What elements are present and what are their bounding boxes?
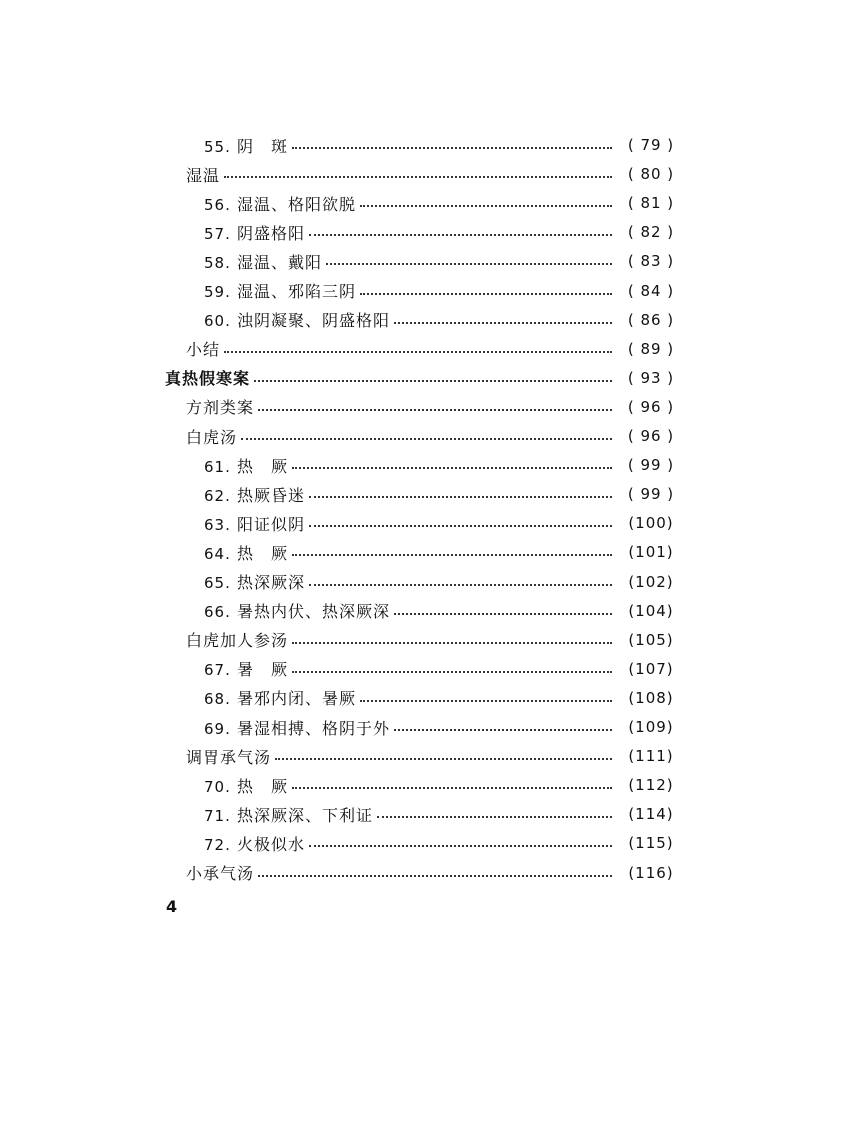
toc-entry [0, 655, 866, 683]
toc-entry-title [204, 483, 307, 506]
toc-entry-title [204, 134, 290, 157]
toc-entry-number: 57. [204, 224, 231, 243]
toc-entry-text: 热深厥深 [236, 573, 305, 592]
dot-leader [224, 176, 612, 178]
toc-entry-text: 白虎加人参汤 [186, 631, 289, 651]
toc-entry [0, 713, 866, 741]
toc-entry-title [165, 366, 252, 389]
toc-entry [0, 480, 866, 508]
toc-entry-page: (109) [628, 718, 674, 736]
toc-entry-page: (114) [628, 805, 674, 824]
dot-leader [326, 263, 612, 265]
toc-entry-title [204, 308, 392, 331]
dot-leader [292, 671, 612, 673]
toc-entry-title [204, 716, 392, 739]
toc-entry [0, 218, 866, 246]
dot-leader [309, 845, 612, 847]
toc-entry [0, 335, 866, 363]
dot-leader [394, 322, 612, 324]
dot-leader [258, 875, 612, 877]
toc-entry [0, 538, 866, 566]
toc-entry-text: 方剂类案 [186, 398, 255, 418]
toc-entry-text: 暑邪内闭、暑厥 [236, 689, 356, 709]
toc-entry-text: 热 厥 [236, 776, 288, 796]
dot-leader [275, 758, 612, 760]
toc-entry-page: ( 81 ) [627, 194, 675, 213]
toc-entry-page: (108) [628, 688, 674, 707]
dot-leader [292, 787, 612, 789]
toc-entry-text: 白虎汤 [186, 427, 238, 447]
toc-entry-page: ( 96 ) [627, 397, 675, 416]
dot-leader [292, 147, 612, 149]
toc-entry-number: 69. [204, 719, 231, 738]
toc-entry-title [204, 454, 290, 477]
toc-entry [0, 509, 866, 537]
toc-entry [0, 189, 866, 217]
dot-leader [360, 205, 612, 207]
dot-leader [394, 613, 612, 615]
dot-leader [254, 380, 612, 382]
dot-leader [309, 525, 612, 527]
toc-entry [0, 800, 866, 828]
toc-entry-text: 热 厥 [236, 543, 288, 563]
toc-entry-page: (101) [628, 543, 674, 562]
toc-entry-title [204, 657, 290, 680]
dot-leader [241, 438, 612, 440]
toc-entry-number: 59. [204, 283, 231, 301]
toc-entry-number: 61. [204, 457, 231, 476]
toc-entry-title [204, 512, 307, 535]
toc-entry-title [204, 599, 392, 622]
toc-entry-title [204, 686, 358, 709]
toc-entry-number: 63. [204, 515, 231, 534]
dot-leader [394, 729, 612, 731]
toc-entry-text: 阴盛格阳 [236, 223, 305, 243]
toc-entry-page: ( 89 ) [627, 339, 675, 358]
dot-leader [360, 700, 612, 702]
toc-entry-text: 湿温 [186, 165, 221, 185]
toc-entry [0, 684, 866, 712]
toc-entry-number: 71. [204, 806, 231, 825]
toc-entry-number: 58. [204, 253, 231, 272]
toc-entry-page: ( 86 ) [627, 310, 675, 329]
toc-entry-page: ( 84 ) [627, 281, 675, 300]
toc-entry-text: 热厥昏迷 [236, 485, 305, 505]
toc-entry-text: 湿温、格阳欲脱 [236, 194, 356, 214]
toc-entry-number: 56. [204, 195, 231, 214]
toc-entry [0, 247, 866, 275]
toc-entry-page: (115) [628, 834, 674, 853]
toc-entry-title [186, 163, 222, 186]
toc-entry-page: (100) [628, 514, 674, 533]
toc-entry-number: 65. [204, 574, 231, 592]
toc-entry-text: 浊阴凝聚、阴盛格阳 [236, 311, 390, 331]
toc-entry-title [204, 803, 375, 826]
toc-entry-title [204, 279, 358, 302]
toc-entry [0, 771, 866, 799]
toc-entry-title [204, 570, 307, 593]
toc-entry-title [186, 745, 273, 768]
toc-entry-title [186, 628, 290, 651]
toc-entry-text: 调胃承气汤 [186, 747, 272, 767]
toc-entry-number: 67. [204, 661, 231, 680]
toc-entry [0, 364, 866, 392]
dot-leader [309, 584, 612, 586]
toc-entry-page: (104) [628, 601, 674, 620]
toc-entry-text: 阴 斑 [236, 136, 288, 156]
toc-entry [0, 422, 866, 450]
dot-leader [224, 351, 612, 353]
toc-entry-title [204, 250, 324, 273]
toc-entry-text: 小结 [186, 340, 221, 360]
toc-entry-title [204, 774, 290, 797]
toc-entry [0, 597, 866, 625]
toc-entry-number: 55. [204, 137, 231, 156]
toc-entry-page: ( 99 ) [627, 485, 675, 504]
dot-leader [292, 642, 612, 644]
toc-entry-title [204, 221, 307, 244]
toc-entry [0, 306, 866, 334]
toc-entry-text: 暑 厥 [236, 660, 288, 680]
toc-entry-number: 62. [204, 486, 231, 505]
toc-entry-number: 70. [204, 777, 231, 796]
toc-entry-text: 热 厥 [236, 456, 288, 476]
toc-entry-number: 68. [204, 690, 231, 709]
toc-entry-page: ( 96 ) [627, 427, 675, 445]
toc-entry-page: (107) [628, 659, 674, 678]
toc-entry-page: (112) [628, 776, 674, 795]
toc-entry-text: 真热假寒案 [165, 369, 251, 389]
toc-entry [0, 742, 866, 770]
toc-entry-text: 小承气汤 [186, 864, 255, 883]
toc-entry-text: 湿温、邪陷三阴 [236, 282, 356, 301]
toc-entry [0, 859, 866, 887]
toc-entry-number: 64. [204, 544, 231, 563]
toc-entry-number: 66. [204, 603, 231, 622]
toc-entry [0, 393, 866, 421]
toc-entry [0, 626, 866, 654]
toc-entry-text: 火极似水 [236, 834, 305, 854]
toc-entry-page: ( 99 ) [627, 456, 675, 475]
toc-entry-text: 湿温、戴阳 [236, 252, 322, 272]
page-number: 4 [166, 897, 178, 916]
toc-entry-title [204, 832, 307, 855]
dot-leader [292, 467, 612, 469]
toc-entry-text: 阳证似阴 [236, 514, 305, 534]
toc-entry [0, 451, 866, 479]
toc-entry-title [204, 192, 358, 215]
toc-entry-page: ( 83 ) [627, 252, 675, 271]
toc-entry-page: ( 79 ) [627, 136, 675, 154]
dot-leader [309, 496, 612, 498]
dot-leader [360, 293, 612, 295]
toc-entry-number: 72. [204, 835, 231, 854]
toc-entry-page: (111) [628, 747, 674, 766]
toc-entry [0, 160, 866, 188]
toc-entry-text: 热深厥深、下利证 [236, 805, 373, 825]
toc-entry-title [186, 861, 256, 884]
toc-entry-page: ( 82 ) [627, 223, 675, 242]
toc-entry-page: ( 93 ) [627, 368, 675, 387]
toc-entry-text: 暑湿相搏、格阴于外 [236, 718, 390, 738]
dot-leader [309, 234, 612, 236]
toc-entry [0, 277, 866, 305]
toc-entry-title [186, 425, 239, 448]
toc-entry [0, 568, 866, 596]
toc-entry [0, 131, 866, 159]
toc-entry [0, 829, 866, 857]
dot-leader [377, 816, 612, 818]
toc-entry-title [204, 541, 290, 564]
toc-entry-title [186, 395, 256, 418]
dot-leader [258, 409, 612, 411]
toc-entry-text: 暑热内伏、热深厥深 [236, 602, 390, 622]
toc-entry-number: 60. [204, 312, 231, 331]
dot-leader [292, 554, 612, 556]
toc-entry-title [186, 337, 222, 360]
toc-entry-page: (102) [628, 572, 674, 591]
toc-entry-page: ( 80 ) [627, 165, 675, 184]
toc-entry-page: (116) [628, 863, 674, 882]
toc-entry-page: (105) [628, 630, 674, 649]
